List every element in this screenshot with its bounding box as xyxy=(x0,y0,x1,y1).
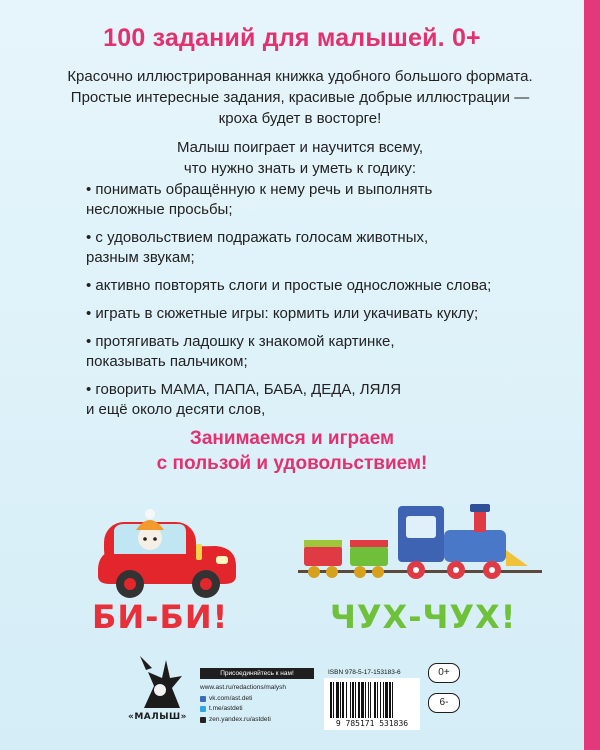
list-item-line: показывать пальчиком; xyxy=(86,353,248,370)
website-link[interactable] xyxy=(200,683,286,694)
barcode-bar xyxy=(355,682,356,718)
intro-line: Красочно иллюстрированная книжка удобного большого формата. xyxy=(67,68,533,85)
barcode-bar xyxy=(385,682,388,718)
list-item-line: • играть в сюжетные игры: кормить или укачивать куклу; xyxy=(86,305,479,322)
barcode-bar xyxy=(370,682,371,718)
page-title: 100 заданий для малышей. 0+ xyxy=(103,24,481,52)
list-item-line: • говорить МАМА, ПАПА, БАБА, ДЕДА, ЛЯЛЯ xyxy=(86,381,402,398)
list-item-line: • с удовольствием подражать голосам животных, xyxy=(86,229,429,246)
barcode-bar xyxy=(330,682,332,718)
car-caption: БИ-БИ! xyxy=(92,598,229,636)
barcode-bars xyxy=(324,680,420,720)
list-item xyxy=(86,332,566,372)
spine-strip xyxy=(584,0,600,750)
train-caption: ЧУХ-ЧУХ! xyxy=(330,598,517,636)
barcode-bar xyxy=(389,682,391,718)
train-illustration xyxy=(296,488,544,592)
barcode-bar xyxy=(350,682,351,718)
barcode xyxy=(324,678,420,730)
vk-icon xyxy=(200,696,206,702)
barcode-bar xyxy=(392,682,393,718)
barcode-bar xyxy=(352,682,354,718)
barcode-bar xyxy=(380,682,381,718)
zen-link-text: zen.yandex.ru/astdeti xyxy=(209,715,271,723)
barcode-bar xyxy=(365,682,366,718)
age-rating-badge: 0+ xyxy=(428,663,460,683)
zen-link[interactable] xyxy=(200,715,286,726)
list-item-line: и ещё около десяти слов, xyxy=(86,401,266,418)
barcode-bar xyxy=(377,682,378,718)
slogan-line: Занимаемся и играем xyxy=(189,428,395,449)
age-badge-secondary: 6- xyxy=(428,693,460,713)
vk-link[interactable] xyxy=(200,694,286,705)
intro-text xyxy=(20,66,580,129)
list-item xyxy=(86,380,566,420)
publisher-logo-icon xyxy=(132,650,188,712)
slogan-line: с пользой и удовольствием! xyxy=(156,453,428,474)
barcode-bar xyxy=(340,682,341,718)
list-item-line: разным звукам; xyxy=(86,249,195,266)
list-item-line: • протягивать ладошку к знакомой картинке, xyxy=(86,333,395,350)
lead-text xyxy=(20,137,580,179)
list-item xyxy=(86,228,566,268)
lead-line: что нужно знать и уметь к годику: xyxy=(183,160,417,177)
social-links xyxy=(200,683,286,725)
vk-link-text: vk.com/ast.deti xyxy=(209,694,253,702)
website-link-text: www.ast.ru/redactions/malysh xyxy=(200,684,286,691)
list-item-line: • понимать обращённую к нему речь и выполнять xyxy=(86,181,433,198)
list-item xyxy=(86,180,566,220)
barcode-bar xyxy=(342,682,344,718)
telegram-link[interactable] xyxy=(200,704,286,715)
barcode-bar xyxy=(333,682,334,718)
telegram-icon xyxy=(200,706,206,712)
telegram-link-text: t.me/astdeti xyxy=(209,705,243,712)
list-item-line: несложные просьбы; xyxy=(86,201,233,218)
skills-list xyxy=(86,180,566,428)
list-item-line: • активно повторять слоги и простые односложные слова; xyxy=(86,277,492,294)
intro-line: Простые интересные задания, красивые добрые иллюстрации — xyxy=(70,89,530,106)
list-item xyxy=(86,304,566,324)
barcode-bar xyxy=(361,682,364,718)
zen-icon xyxy=(200,717,206,723)
barcode-bar xyxy=(368,682,369,718)
car-illustration xyxy=(92,500,242,600)
join-us-label: Присоединяйтесь к нам! xyxy=(200,668,314,679)
barcode-bar xyxy=(383,682,384,718)
intro-line: кроха будет в восторге! xyxy=(218,110,382,127)
barcode-bar xyxy=(374,682,376,718)
barcode-bar xyxy=(336,682,339,718)
isbn-label: ISBN 978-5-17-153183-6 xyxy=(328,669,401,676)
list-item xyxy=(86,276,566,296)
barcode-number: 9 785171 531836 xyxy=(335,719,409,728)
lead-line: Малыш поиграет и научится всему, xyxy=(176,139,424,156)
barcode-bar xyxy=(358,682,360,718)
barcode-bar xyxy=(346,682,347,718)
publisher-logo-text: «МАЛЫШ» xyxy=(128,712,187,722)
slogan xyxy=(0,426,584,476)
